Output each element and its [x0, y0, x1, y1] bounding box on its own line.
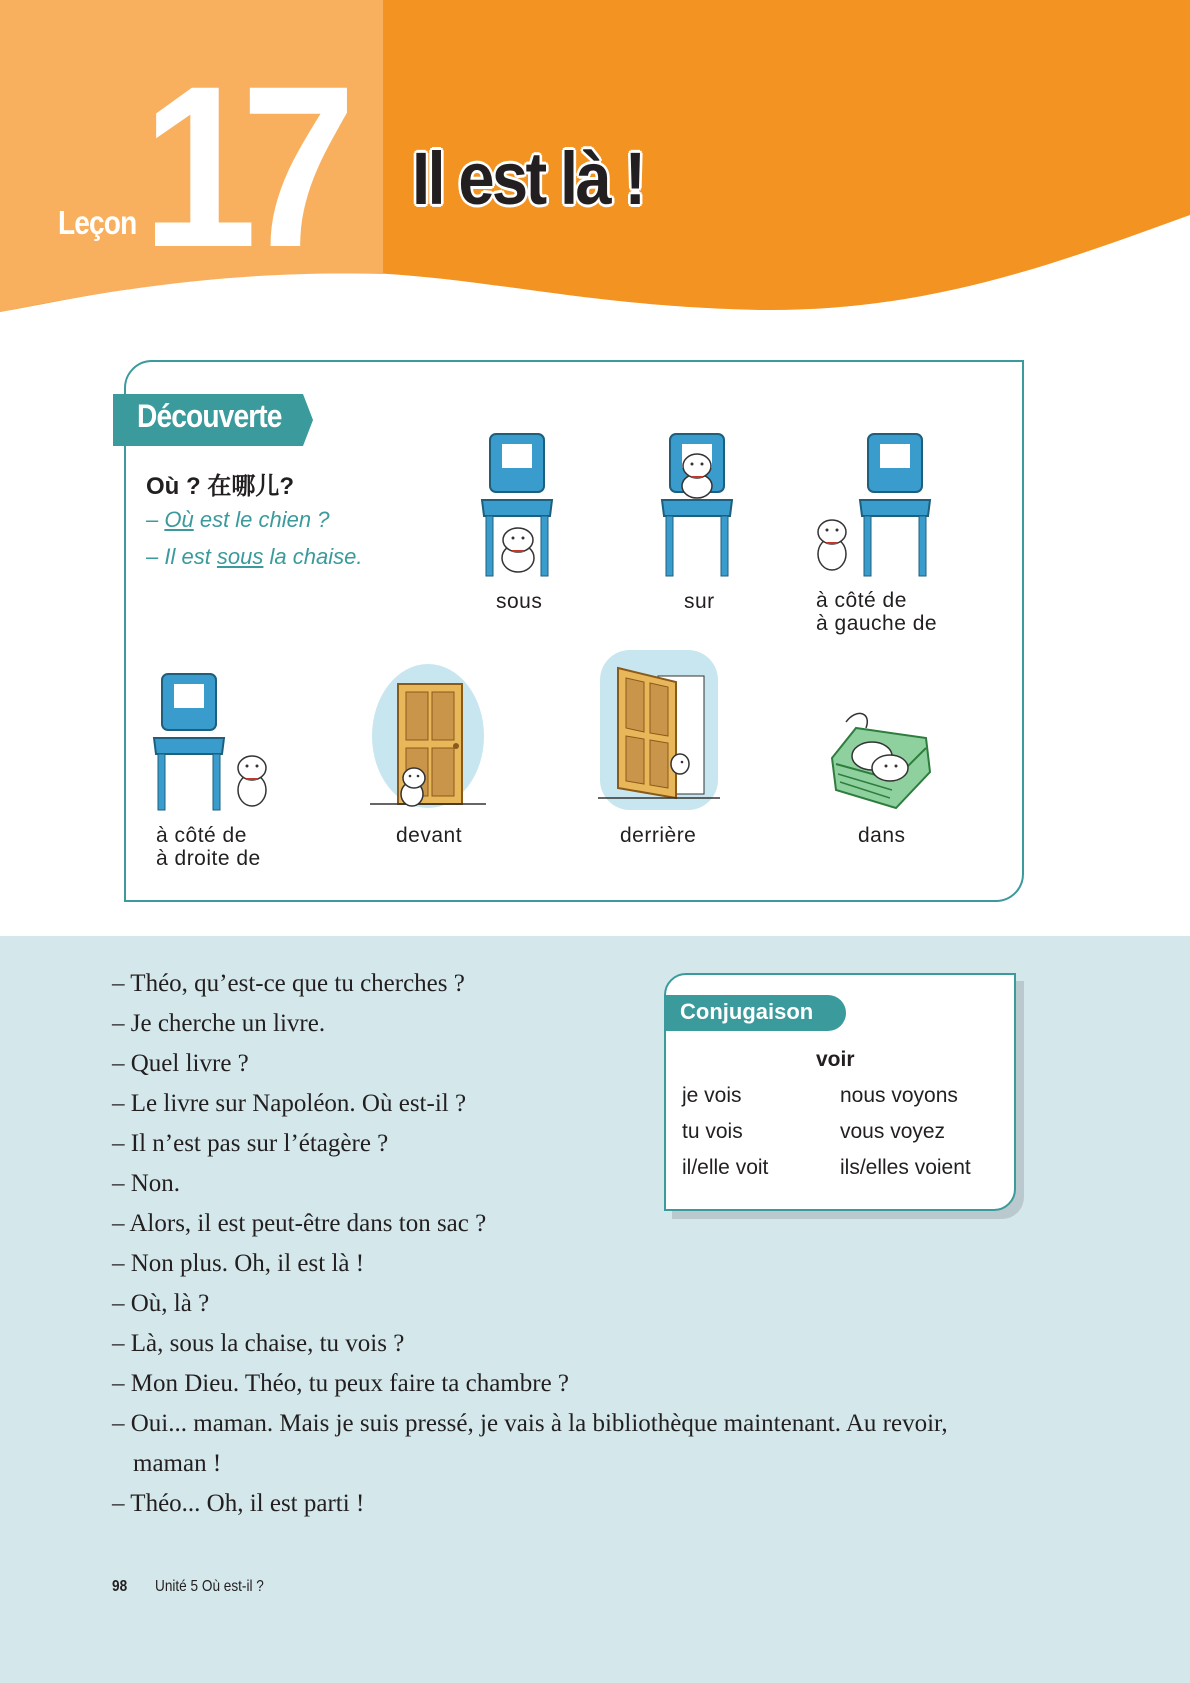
- label-sur: sur: [684, 590, 715, 613]
- label-a-cote-gauche: à côté de à gauche de: [816, 589, 938, 635]
- label-sous: sous: [496, 590, 543, 613]
- chair-droite-illustration: [148, 672, 278, 812]
- page-number: 98: [112, 1578, 128, 1595]
- chair-sur-illustration: [652, 430, 742, 580]
- lesson-header: [0, 0, 1190, 320]
- lesson-title: Il est là !: [412, 137, 644, 220]
- ou-heading: Où ? 在哪儿?: [146, 473, 294, 500]
- conj-singular: il/elle voit: [682, 1156, 769, 1179]
- chair-sous-illustration: [472, 430, 562, 580]
- dialogue-line: – Là, sous la chaise, tu vois ?: [112, 1330, 405, 1357]
- label-devant: devant: [396, 824, 463, 847]
- lesson-number: 17: [142, 38, 340, 295]
- conj-plural: vous voyez: [840, 1120, 946, 1143]
- conj-singular: tu vois: [682, 1120, 743, 1143]
- door-derriere-illustration: [598, 648, 720, 814]
- dialogue-line: – Théo, qu’est-ce que tu cherches ?: [112, 970, 465, 997]
- dialogue-line: – Non.: [112, 1170, 181, 1197]
- dialogue-line: maman !: [133, 1450, 222, 1477]
- dialogue-line: – Où, là ?: [112, 1290, 210, 1317]
- example-question: – Où est le chien ?: [146, 507, 330, 532]
- dialogue-line: – Quel livre ?: [112, 1050, 249, 1077]
- conj-plural: nous voyons: [840, 1084, 958, 1107]
- dialogue-line: – Mon Dieu. Théo, tu peux faire ta chambre ?: [112, 1370, 570, 1397]
- example-answer: – Il est sous la chaise.: [146, 544, 363, 569]
- dialogue-line: – Il n’est pas sur l’étagère ?: [112, 1130, 389, 1157]
- dialogue-line: – Oui... maman. Mais je suis pressé, je vais à la bibliothèque maintenant. Au revoir,: [112, 1410, 948, 1437]
- dialogue-line: – Le livre sur Napoléon. Où est-il ?: [112, 1090, 467, 1117]
- decouverte-title: Découverte: [137, 398, 282, 434]
- door-devant-illustration: [370, 664, 486, 814]
- dialogue-line: – Je cherche un livre.: [112, 1010, 326, 1037]
- conjugaison-title: Conjugaison: [680, 999, 814, 1024]
- conj-singular: je vois: [682, 1084, 742, 1107]
- label-a-cote-droite: à côté de à droite de: [156, 824, 261, 870]
- box-dans-illustration: [826, 708, 936, 812]
- conjugaison-verb: voir: [816, 1048, 855, 1071]
- conj-plural: ils/elles voient: [840, 1156, 971, 1179]
- chair-gauche-illustration: [810, 430, 950, 580]
- dialogue-line: – Alors, il est peut-être dans ton sac ?: [112, 1210, 487, 1237]
- label-dans: dans: [858, 824, 906, 847]
- dialogue-line: – Théo... Oh, il est parti !: [112, 1490, 365, 1517]
- dialogue-line: – Non plus. Oh, il est là !: [112, 1250, 365, 1277]
- label-derriere: derrière: [620, 824, 697, 847]
- unit-label: Unité 5 Où est-il ?: [155, 1578, 264, 1595]
- lesson-label: Leçon: [58, 204, 137, 241]
